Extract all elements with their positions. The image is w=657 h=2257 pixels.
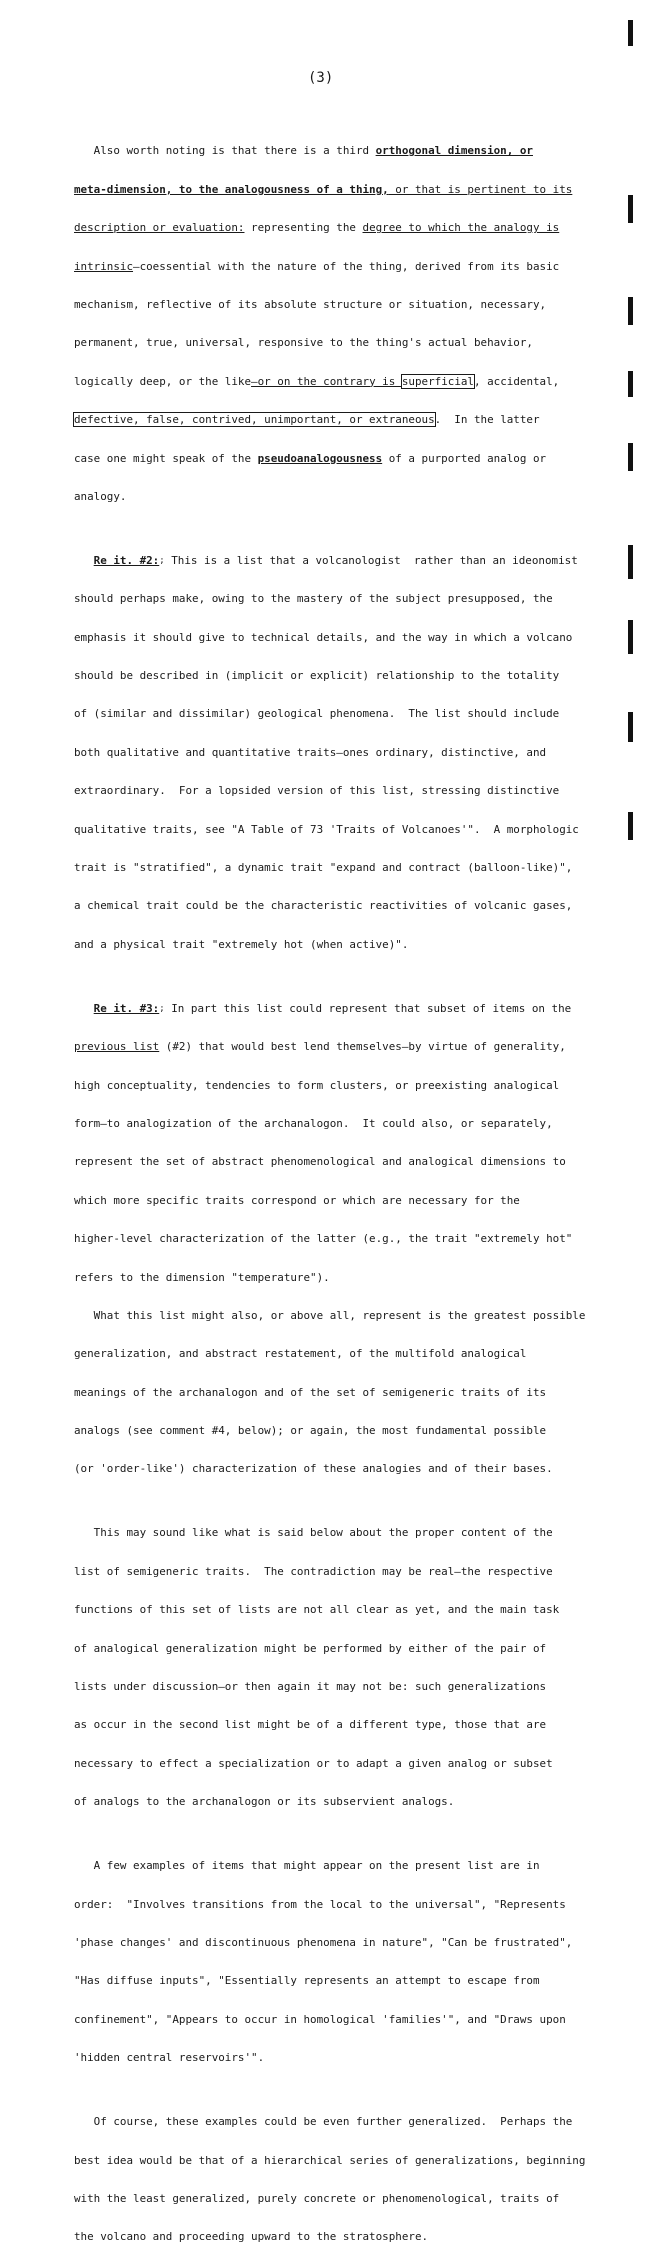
section-heading: Re it. #3: (93, 1001, 160, 1015)
margin-mark (628, 297, 633, 325)
text-line: 'phase changes' and discontinuous phenomena in nature", "Can be frustrated", (74, 1935, 573, 1949)
boxed-text: defective, false, contrived, unimportant, or extraneous (74, 413, 435, 427)
text-line: of (similar and dissimilar) geological phenomena. The list should include (74, 707, 560, 721)
text-line: best idea would be that of a hierarchical series of generalizations, beginning (74, 2153, 586, 2167)
margin-mark (628, 712, 633, 742)
text-line: of analogical generalization might be performed by either of the pair of (74, 1641, 547, 1655)
text-line: logically deep, or the like—or on the contrary is superficial, accidental, (74, 374, 560, 388)
document-body (74, 107, 629, 2257)
text-line: the volcano and proceeding upward to the stratosphere. (74, 2230, 429, 2244)
text-line: higher-level characterization of the latter (e.g., the trait "extremely hot" (74, 1232, 573, 1246)
text-line: meta-dimension, to the analogousness of a thing, or that is pertinent to its (74, 182, 573, 196)
text-line: This may sound like what is said below about the proper content of the (74, 1526, 553, 1540)
page-number: (3) (308, 70, 334, 86)
text-line: A few examples of items that might appear on the present list are in (74, 1859, 540, 1873)
text-line: Of course, these examples could be even further generalized. Perhaps the (74, 2115, 573, 2129)
text-line: should perhaps make, owing to the mastery of the subject presupposed, the (74, 592, 553, 606)
text-line: emphasis it should give to technical details, and the way in which a volcano (74, 630, 573, 644)
text-line: represent the set of abstract phenomenological and analogical dimensions to (74, 1155, 566, 1169)
text-line: defective, false, contrived, unimportant, or extraneous. In the latter (74, 413, 540, 427)
margin-mark (628, 371, 633, 397)
text-line: of analogs to the archanalogon or its subservient analogs. (74, 1795, 455, 1809)
section-heading: Re it. #2: (93, 553, 160, 567)
text-line: which more specific traits correspond or which are necessary for the (74, 1193, 520, 1207)
text-line: should be described in (implicit or explicit) relationship to the totality (74, 669, 560, 683)
text-line: description or evaluation: representing the degree to which the analogy is (74, 221, 560, 235)
text-line: mechanism, reflective of its absolute structure or situation, necessary, (74, 297, 547, 311)
boxed-text: superficial (401, 374, 474, 388)
margin-mark (628, 545, 633, 579)
text-line: intrinsic—coessential with the nature of the thing, derived from its basic (74, 259, 560, 273)
text-line: extraordinary. For a lopsided version of this list, stressing distinctive (74, 784, 560, 798)
text-line: lists under discussion—or then again it may not be: such generalizations (74, 1680, 547, 1694)
text-line: with the least generalized, purely concrete or phenomenological, traits of (74, 2191, 560, 2205)
text-line: Re it. #2:; This is a list that a volcanologist rather than an ideonomist (93, 553, 578, 567)
text-line: both qualitative and quantitative traits—ones ordinary, distinctive, and (74, 745, 547, 759)
text-line: generalization, and abstract restatement, of the multifold analogical (74, 1347, 527, 1361)
text-line: analogy. (74, 489, 127, 503)
text-line: functions of this set of lists are not all clear as yet, and the main task (74, 1603, 560, 1617)
text-line: (or 'order-like') characterization of these analogies and of their bases. (74, 1462, 553, 1476)
text-line: as occur in the second list might be of a different type, those that are (74, 1718, 547, 1732)
text-line: analogs (see comment #4, below); or again, the most fundamental possible (74, 1424, 547, 1438)
text-line: order: "Involves transitions from the local to the universal", "Represents (74, 1897, 566, 1911)
text-line: necessary to effect a specialization or to adapt a given analog or subset (74, 1756, 553, 1770)
text-line: meanings of the archanalogon and of the set of semigeneric traits of its (74, 1385, 547, 1399)
margin-mark (628, 620, 633, 654)
text-line: 'hidden central reservoirs'". (74, 2051, 265, 2065)
text-line: trait is "stratified", a dynamic trait "expand and contract (balloon-like)", (74, 861, 573, 875)
text-line: "Has diffuse inputs", "Essentially represents an attempt to escape from (74, 1974, 540, 1988)
text-line: case one might speak of the pseudoanalogousness of a purported analog or (74, 451, 547, 465)
margin-mark (628, 812, 633, 840)
text-line: Re it. #3:; In part this list could represent that subset of items on the (93, 1001, 572, 1015)
margin-mark (628, 443, 633, 471)
text-line: a chemical trait could be the characteristic reactivities of volcanic gases, (74, 899, 573, 913)
text-line: high conceptuality, tendencies to form clusters, or preexisting analogical (74, 1078, 560, 1092)
margin-mark (628, 20, 633, 46)
text-line: confinement", "Appears to occur in homological 'families'", and "Draws upon (74, 2012, 566, 2026)
text-line: list of semigeneric traits. The contradiction may be real—the respective (74, 1564, 553, 1578)
text-line: and a physical trait "extremely hot (when active)". (74, 937, 409, 951)
text-line: refers to the dimension "temperature"). (74, 1270, 330, 1284)
text-line: previous list (#2) that would best lend themselves—by virtue of generality, (74, 1040, 566, 1054)
text-line: qualitative traits, see "A Table of 73 'Traits of Volcanoes'". A morphologic (74, 822, 579, 836)
margin-mark (628, 195, 633, 223)
text-line: permanent, true, universal, responsive to the thing's actual behavior, (74, 336, 533, 350)
text-line: What this list might also, or above all, represent is the greatest possible (74, 1308, 586, 1322)
text-line: Also worth noting is that there is a third orthogonal dimension, or (74, 144, 533, 158)
text-line: form—to analogization of the archanalogon. It could also, or separately, (74, 1116, 553, 1130)
